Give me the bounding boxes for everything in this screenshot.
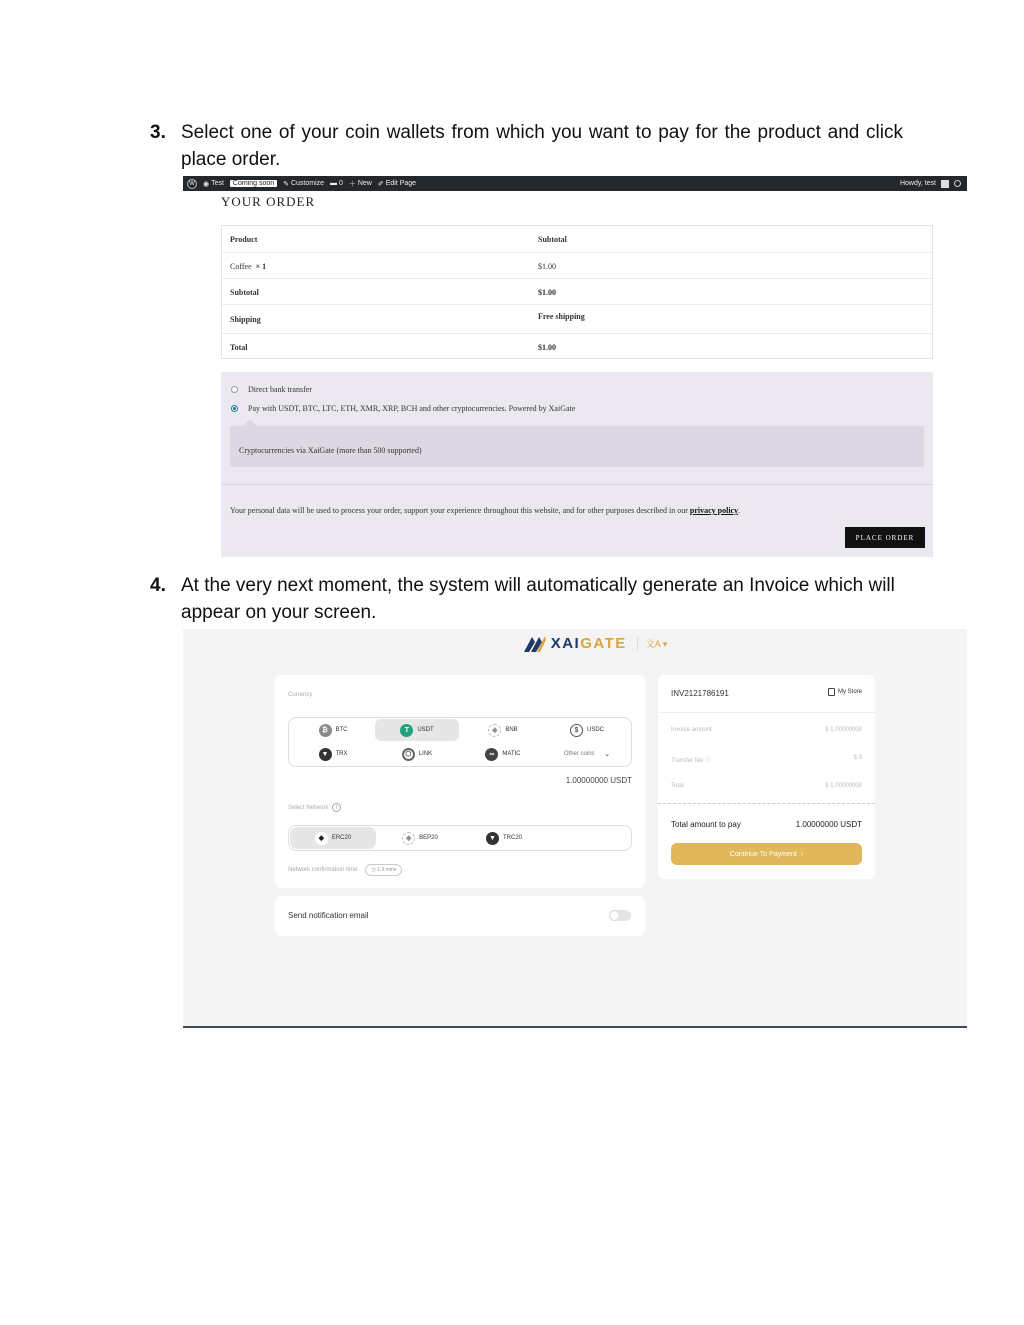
radio-crypto[interactable] [231, 405, 238, 412]
usdt-icon: T [400, 724, 413, 737]
product-cell [230, 262, 266, 271]
currency-trx[interactable] [291, 743, 375, 765]
pencil-icon: ✐ [377, 180, 386, 188]
radio-bank-transfer[interactable] [231, 386, 238, 393]
total-label: Total [230, 343, 248, 352]
currency-amount: 1.00000000 USDT [565, 776, 632, 785]
confirmation-value: 1-3 mins [377, 867, 397, 873]
order-title: YOUR ORDER [221, 194, 316, 209]
matic-icon: ∞ [485, 748, 498, 761]
howdy-link[interactable]: Howdy, test [899, 180, 936, 187]
admin-bar-right [900, 176, 961, 191]
btc-icon: ₿ [319, 724, 332, 737]
edit-page-link[interactable] [378, 180, 416, 188]
currency-name: USDT [417, 727, 434, 733]
notification-label: Send notification email [288, 911, 369, 920]
currency-name: TRX [335, 751, 348, 757]
table-row [222, 304, 932, 333]
table-header-row [222, 226, 932, 252]
currency-name: BNB [505, 727, 518, 733]
select-network-label [288, 803, 341, 812]
total-value: $1.00 [538, 343, 556, 352]
shopping-bag-icon [828, 688, 835, 696]
payment-option-label: Pay with USDT, BTC, LTC, ETH, XMR, XRP, BCH and other cryptocurrencies. Powered by XaiGate [248, 404, 576, 413]
currency-name: MATIC [502, 751, 521, 757]
transfer-fee-label: Transfer fee [671, 758, 704, 764]
step-text: At the very next moment, the system will automatically generate an Invoice which will appear on your screen. [181, 575, 895, 623]
brush-icon: ✎ [283, 180, 291, 188]
arrow-right-icon: › [800, 850, 804, 858]
currency-matic[interactable] [461, 743, 545, 765]
privacy-end: . [738, 506, 741, 515]
subtotal-value: $1.00 [538, 288, 556, 297]
payment-options-card [275, 675, 645, 888]
search-icon[interactable] [954, 180, 961, 187]
logo-part-2: GATE [580, 634, 627, 652]
comment-icon: ▬ [330, 180, 339, 187]
currency-bnb[interactable] [461, 719, 545, 741]
payment-methods [221, 372, 933, 557]
header-subtotal: Subtotal [538, 235, 567, 244]
confirmation-pill [365, 864, 402, 876]
privacy-policy-link[interactable]: privacy policy [689, 506, 739, 515]
bnb-icon: ◈ [402, 832, 415, 845]
continue-to-payment-button[interactable] [671, 843, 862, 865]
table-row [222, 252, 932, 278]
site-name-link[interactable] [203, 180, 224, 188]
payment-option-label: Direct bank transfer [248, 385, 312, 394]
clock-icon: ◷ [371, 867, 378, 873]
total-to-pay-label: Total amount to pay [671, 820, 741, 829]
other-coins-label: Other coins [563, 751, 595, 757]
invoice-amount-row [671, 727, 862, 733]
total-to-pay-row [671, 820, 862, 829]
invoice-amount-label: Invoice amount [671, 727, 712, 733]
xaigate-wordmark [551, 635, 627, 652]
trx-icon: ▼ [319, 748, 332, 761]
table-row [222, 278, 932, 304]
currency-name: USDC [586, 727, 604, 733]
wp-admin-bar [183, 176, 967, 191]
dashed-divider [658, 803, 875, 804]
currency-usdc[interactable] [545, 719, 629, 741]
coming-soon-badge[interactable]: Coming soon [230, 180, 277, 187]
customize-link[interactable] [283, 180, 324, 188]
transfer-fee-label-wrap [671, 755, 711, 764]
invoice-amount-value: $ 1.00000000 [825, 727, 862, 733]
link-icon: ⬡ [402, 748, 415, 761]
new-link[interactable] [349, 179, 372, 189]
subtotal-label: Subtotal [230, 288, 259, 297]
place-order-button[interactable]: PLACE ORDER [845, 527, 925, 548]
trx-icon: ▼ [486, 832, 499, 845]
payment-option-bank[interactable] [231, 385, 312, 394]
network-name: ERC20 [331, 835, 352, 841]
xaigate-logo-icon [523, 633, 547, 653]
store-name: My Store [837, 689, 862, 695]
product-qty: × 1 [255, 262, 267, 271]
network-name: TRC20 [502, 835, 522, 841]
currency-selector [288, 717, 632, 767]
header-product: Product [230, 235, 258, 244]
order-table [221, 225, 933, 359]
network-name: BEP20 [419, 835, 438, 841]
translate-icon[interactable]: 文A ▾ [637, 637, 668, 650]
eth-icon: ◆ [315, 832, 328, 845]
payment-description: Cryptocurrencies via XaiGate (more than 500 supported) [230, 426, 924, 467]
divider [658, 712, 875, 713]
new-label: New [357, 180, 372, 187]
description-arrow [243, 419, 257, 426]
payment-option-crypto[interactable] [231, 404, 575, 413]
currency-label: Currency [288, 692, 313, 698]
step-number: 4. [150, 575, 166, 596]
xaigate-header [183, 629, 967, 657]
total-value: $ 1.00000000 [825, 783, 862, 789]
shipping-label: Shipping [230, 315, 261, 324]
transfer-fee-value: $ 0 [853, 755, 862, 761]
network-bep20[interactable] [377, 827, 463, 849]
bnb-icon: ◈ [488, 724, 501, 737]
privacy-notice [230, 506, 740, 515]
privacy-text: Your personal data will be used to process your order, support your experience throughout this website, and for other purposes described in our [230, 506, 688, 515]
total-label: Total [671, 783, 684, 789]
table-row [222, 333, 932, 358]
checkout-screenshot [183, 176, 967, 568]
comments-link[interactable] [330, 180, 343, 187]
wordpress-icon[interactable]: W [187, 179, 197, 189]
confirmation-time [288, 864, 402, 876]
plus-icon: ＋ [348, 180, 358, 188]
currency-btc[interactable] [291, 719, 375, 741]
chevron-down-icon: ⌄ [604, 751, 611, 758]
notification-toggle[interactable] [609, 910, 631, 921]
network-label-text: Select Network [288, 804, 329, 811]
network-trc20[interactable] [461, 827, 547, 849]
edit-page-label: Edit Page [385, 180, 417, 187]
site-name: Test [211, 180, 224, 187]
total-row [671, 783, 862, 789]
divider [221, 484, 933, 485]
invoice-id: INV2121786191 [671, 689, 729, 698]
transfer-fee-row [671, 755, 862, 764]
invoice-card [658, 675, 875, 879]
other-coins-dropdown[interactable] [545, 743, 629, 765]
step-number: 3. [150, 122, 166, 143]
logo-part-1: XAI [550, 634, 581, 652]
xaigate-logo[interactable] [523, 633, 627, 653]
usdc-icon: $ [570, 724, 583, 737]
step-text: Select one of your coin wallets from which you want to pay for the product and click place order. [181, 122, 903, 170]
product-price: $1.00 [538, 262, 556, 271]
notification-card [275, 896, 645, 936]
currency-name: BTC [335, 727, 348, 733]
product-name: Coffee [230, 262, 252, 271]
currency-link[interactable] [375, 743, 459, 765]
comments-count: 0 [339, 180, 343, 187]
network-selector [288, 825, 632, 851]
currency-name: LINK [418, 751, 433, 757]
invoice-screenshot [183, 629, 967, 1028]
continue-button-label: Continue To Payment [729, 850, 797, 858]
shipping-value: Free shipping [538, 312, 585, 321]
confirmation-label: Network confirmation time [288, 867, 358, 873]
customize-label: Customize [290, 180, 325, 187]
avatar[interactable] [941, 180, 949, 188]
dashboard-icon: ◉ [203, 180, 212, 188]
info-icon[interactable]: ! [332, 803, 341, 812]
my-store-link[interactable] [828, 688, 862, 696]
currency-usdt[interactable] [375, 719, 459, 741]
help-icon[interactable]: ⓘ [704, 758, 711, 764]
total-to-pay-value: 1.00000000 USDT [795, 820, 862, 829]
network-erc20[interactable] [290, 827, 376, 849]
